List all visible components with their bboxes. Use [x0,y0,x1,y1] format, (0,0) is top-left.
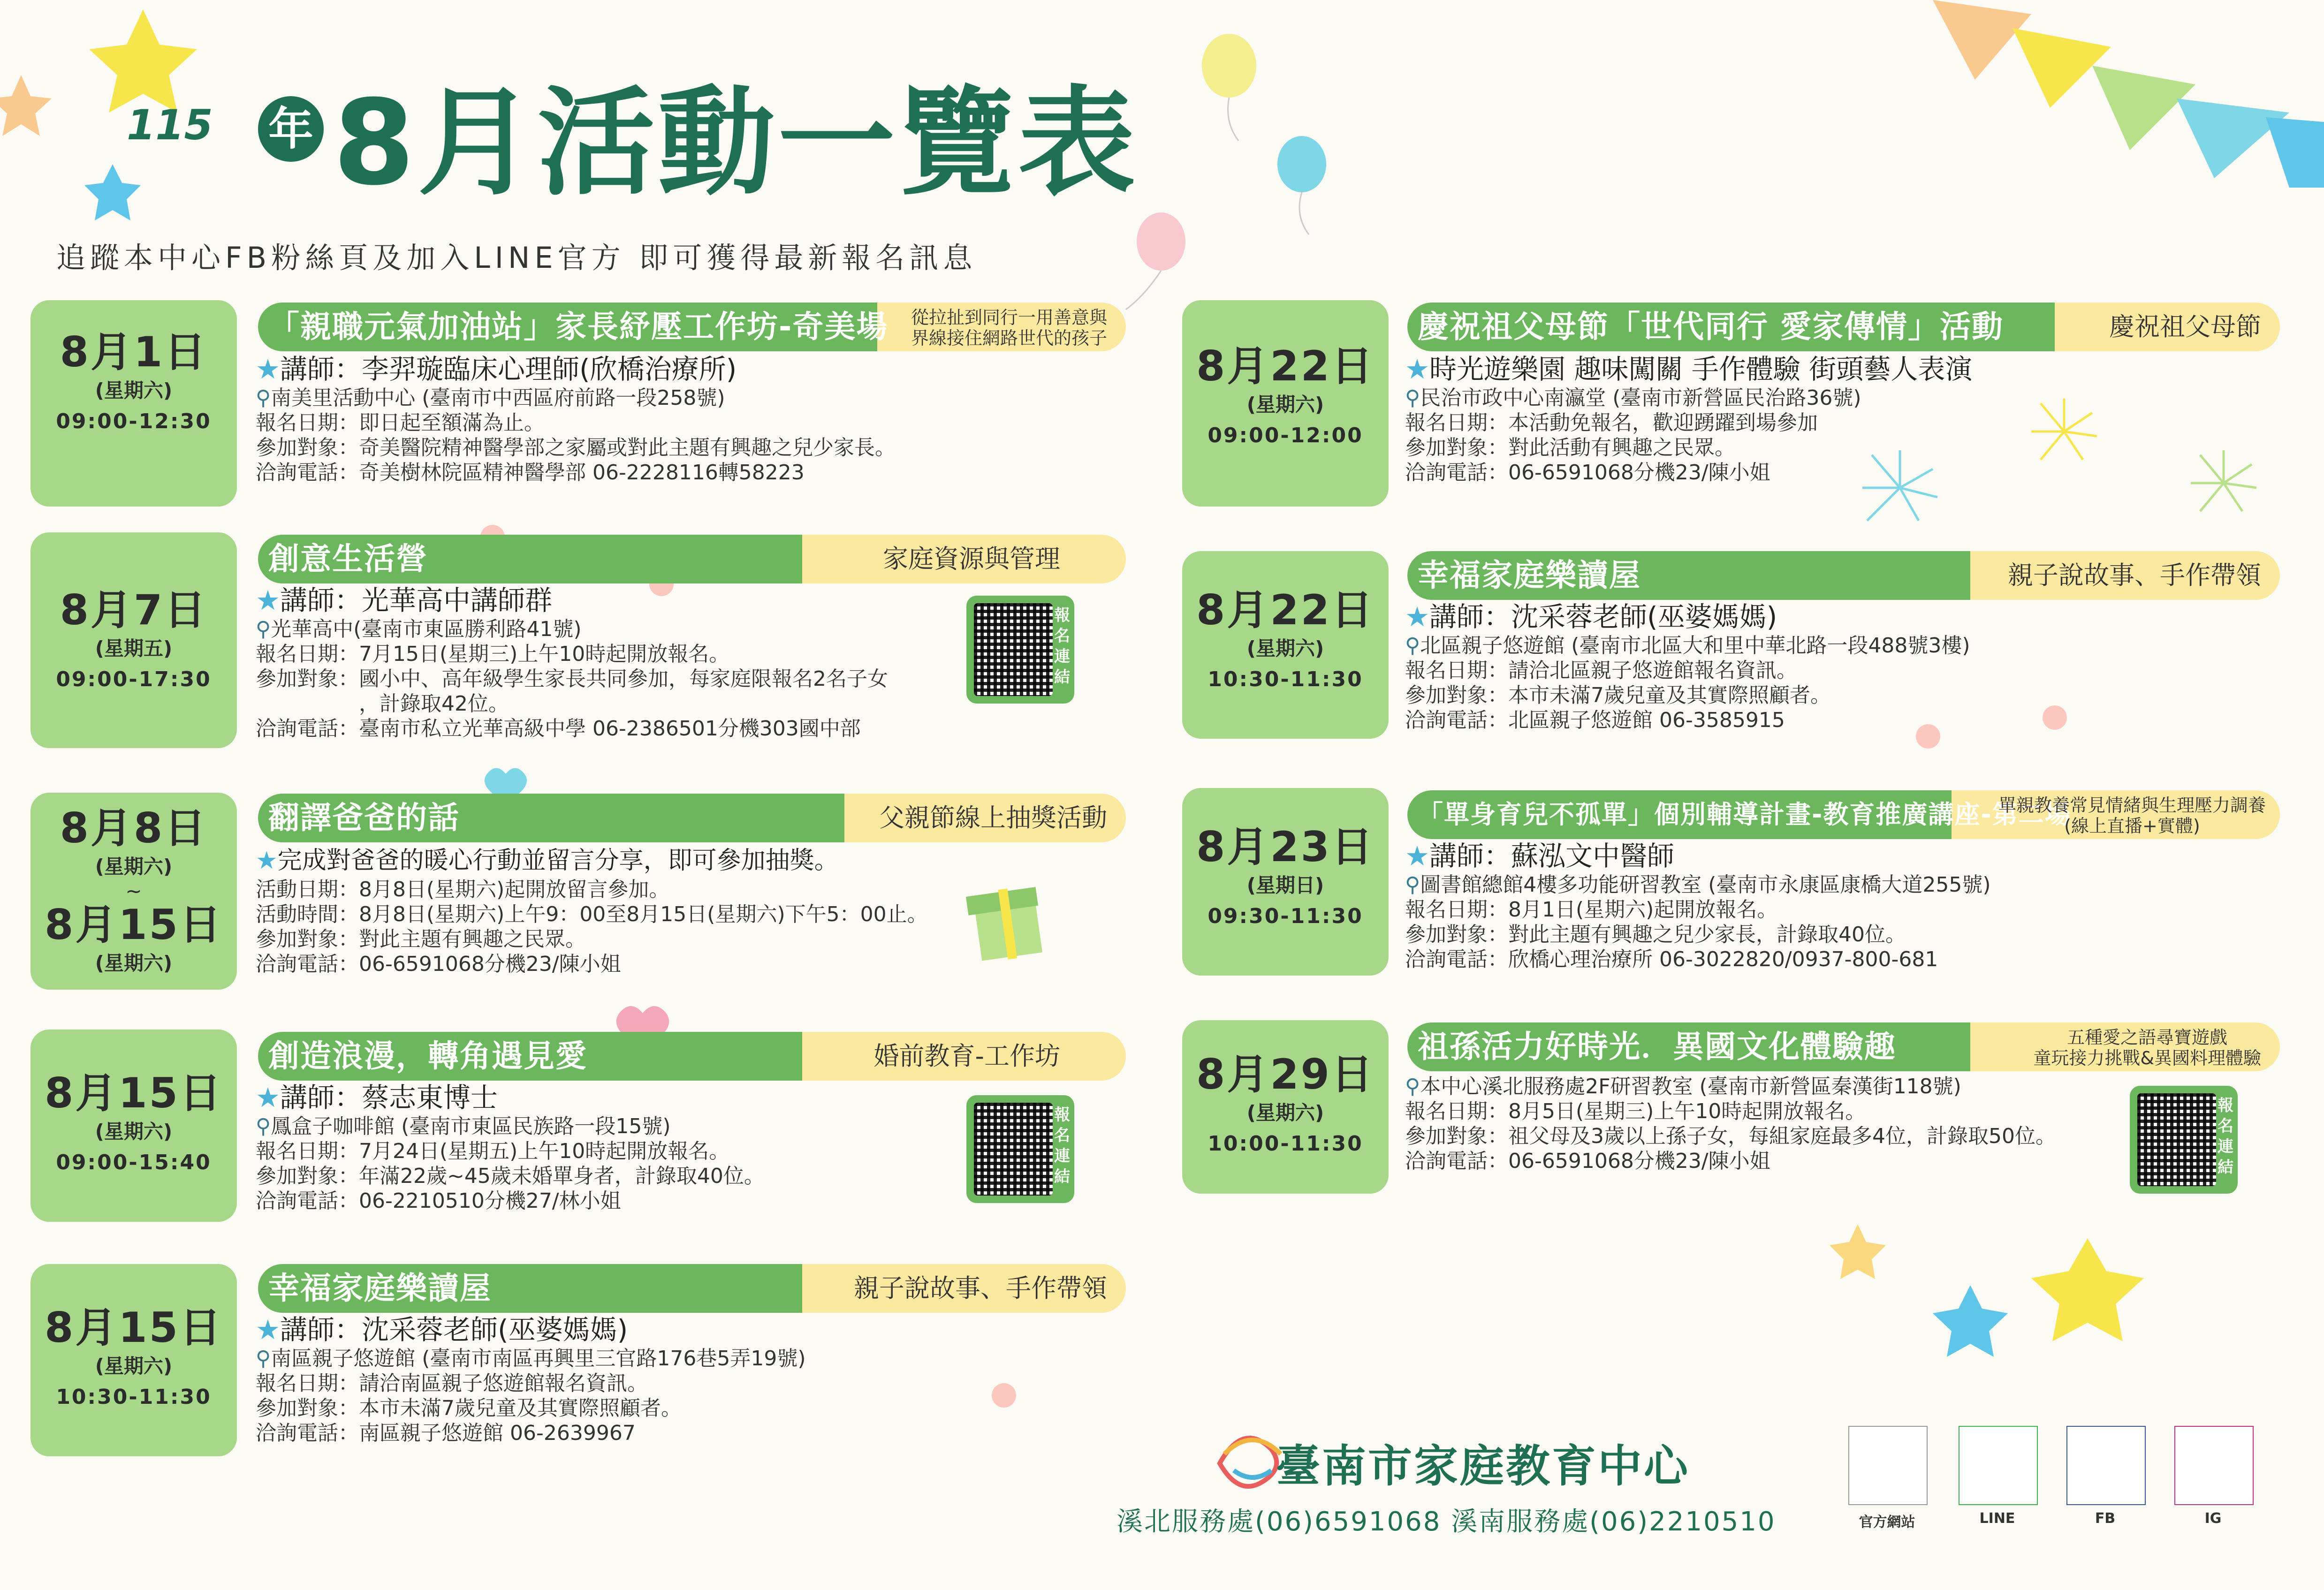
event-date-box [1182,300,1389,507]
event-line: 參加對象：本市未滿7歲兒童及其實際照顧者。 [256,1396,682,1420]
event-details [256,1313,806,1446]
event-time: 09:30-11:30 [1208,904,1363,929]
qr-code-icon [974,603,1053,696]
event-line: 報名日期：8月1日(星期六)起開放報名。 [1405,898,1778,922]
event-tag: 親子說故事、手作帶領 [2008,560,2261,590]
title-year-badge: 年 [258,96,324,162]
event-title-bar [258,303,1126,351]
bunting-flag [2177,98,2289,178]
event-date: 8月22日 [1196,342,1375,390]
event-details [1405,600,1970,733]
event-details [1405,840,1991,972]
balloon-decoration [1137,212,1185,271]
event-lead: 講師：沈采蓉老師(巫婆媽媽) [1429,601,1777,633]
event-location: 光華高中(臺南市東區勝利路41號) [271,617,582,641]
event-location: 鳳盒子咖啡館 (臺南市東區民族路一段15號) [271,1114,671,1138]
event-title: 幸福家庭樂讀屋 [268,1270,492,1306]
line-qr-code[interactable] [1959,1426,2038,1505]
location-pin-icon: ⚲ [1405,634,1420,658]
event-title: 祖孫活力好時光．異國文化體驗趣 [1418,1029,1896,1065]
event-line: ，計錄取42位。 [256,692,509,716]
event-lead: 講師：光華高中講師群 [280,584,553,616]
event-date-box [1182,1020,1389,1194]
event-date: 8月29日 [1196,1050,1375,1098]
event-lead: 講師：李羿璇臨床心理師(欣橋治療所) [280,353,737,385]
event-line: 報名日期：8月5日(星期三)上午10時起開放報名。 [1405,1099,1866,1123]
event-tag: 慶祝祖父母節 [2109,312,2261,341]
page-subtitle: 追蹤本中心FB粉絲頁及加入LINE官方 即可獲得最新報名訊息 [56,241,977,275]
star-icon: ★ [256,1082,280,1113]
event-details [256,1081,765,1213]
event-line: 報名日期：請洽南區親子悠遊館報名資訊。 [256,1371,648,1395]
event-line: 參加對象：國小中、高年級學生家長共同參加，每家庭限報名2名子女 [256,667,888,691]
qr-label: 官方網站 [1859,1514,1915,1530]
event-line: 參加對象：本市未滿7歲兒童及其實際照顧者。 [1405,683,1831,707]
event-title: 幸福家庭樂讀屋 [1418,557,1641,593]
event-time: 10:30-11:30 [56,1385,212,1409]
event-date-separator: ~ [125,879,142,903]
event-tag: 父親節線上抽獎活動 [879,803,1107,833]
event-tag: 單親教養常見情緒與生理壓力調養 (線上直播+實體) [1998,795,2266,836]
firework-decoration [2031,399,2097,460]
qr-label: IG [2204,1510,2222,1527]
balloon-decoration [1202,34,1256,98]
event-lead: 講師：蘇泓文中醫師 [1429,840,1675,872]
registration-qr-code[interactable] [2130,1086,2238,1194]
qr-label: 報名連結 [2218,1096,2233,1177]
qr-label: LINE [1979,1510,2015,1527]
location-pin-icon: ⚲ [256,386,271,410]
bunting-flag [1933,0,2031,80]
event-title-bar [258,535,1126,583]
star-icon: ★ [1405,601,1429,633]
star-icon: ★ [256,1314,280,1346]
location-pin-icon: ⚲ [1405,1075,1420,1098]
event-date-box [30,793,237,990]
event-date: 8月1日 [60,328,208,376]
event-date-box [30,532,237,748]
event-lead: 講師：沈采蓉老師(巫婆媽媽) [280,1314,628,1346]
event-lead: 時光遊樂園 趣味闖關 手作體驗 街頭藝人表演 [1429,353,1973,385]
event-line: 活動日期：8月8日(星期六)起開放留言參加。 [256,878,670,901]
event-line: 參加對象：對此主題有興趣之民眾。 [256,927,586,951]
event-line: 報名日期：本活動免報名，歡迎踴躍到場參加 [1405,411,1818,435]
event-tag: 五種愛之語尋寶遊戲 童玩接力挑戰&異國料理體驗 [2033,1027,2261,1068]
event-time: 09:00-17:30 [56,667,212,692]
bunting-flag [2266,117,2324,188]
event-title: 「親職元氣加油站」家長紓壓工作坊-奇美場 [268,309,889,345]
event-weekday: (星期六) [95,1355,173,1378]
event-line: 洽詢電話：06-6591068分機23/陳小姐 [1405,461,1770,485]
event-weekday: (星期六) [95,1120,173,1143]
event-tag: 從拉扯到同行一用善意與 界線接住網路世代的孩子 [911,307,1107,348]
event-tag: 親子說故事、手作帶領 [854,1273,1107,1303]
event-line: 洽詢電話：欣橋心理治療所 06-3022820/0937-800-681 [1405,947,1938,971]
event-time: 10:30-11:30 [1208,667,1363,692]
event-line: 洽詢電話：臺南市私立光華高級中學 06-2386501分機303國中部 [256,717,861,741]
location-pin-icon: ⚲ [256,1347,271,1370]
qr-label: FB [2095,1510,2116,1527]
event-line: 活動時間：8月8日(星期六)上午9：00至8月15日(星期六)下午5：00止。 [256,902,928,926]
firework-decoration [2191,450,2256,511]
event-location: 南區親子悠遊館 (臺南市南區再興里三官路176巷5弄19號) [271,1347,806,1370]
star-decoration [0,75,52,136]
event-title-bar [1407,790,2280,839]
location-pin-icon: ⚲ [256,1114,271,1138]
event-date-box [30,1030,237,1222]
event-date-box [1182,788,1389,976]
event-details [256,353,896,485]
event-line: 洽詢電話：奇美樹林院區精神醫學部 06-2228116轉58223 [256,461,805,485]
event-title: 慶祝祖父母節「世代同行 愛家傳情」活動 [1418,309,2004,345]
star-decoration [2031,1238,2144,1341]
event-line: 報名日期：7月24日(星期五)上午10時起開放報名。 [256,1139,730,1163]
star-icon: ★ [256,353,280,385]
event-location: 圖書館總館4樓多功能研習教室 (臺南市永康區康橋大道255號) [1420,873,1991,897]
event-line: 洽詢電話：南區親子悠遊館 06-2639967 [256,1421,636,1445]
event-title-bar [1407,303,2280,351]
organization-name: 臺南市家庭教育中心 [1276,1441,1690,1492]
registration-qr-code[interactable] [966,596,1074,704]
event-weekday: (星期六) [1246,393,1324,416]
event-location: 本中心溪北服務處2F研習教室 (臺南市新營區秦漢街118號) [1420,1075,1961,1098]
event-tag: 家庭資源與管理 [883,544,1060,574]
event-lead: 完成對爸爸的暖心行動並留言分享，即可參加抽獎。 [277,847,839,875]
event-location: 北區親子悠遊館 (臺南市北區大和里中華北路一段488號3樓) [1420,634,1970,658]
event-line: 報名日期：7月15日(星期三)上午10時起開放報名。 [256,642,730,666]
star-icon: ★ [256,584,280,616]
location-pin-icon: ⚲ [1405,386,1420,410]
event-line: 參加對象：奇美醫院精神醫學部之家屬或對此主題有興趣之兒少家長。 [256,436,896,460]
event-title-bar [258,1264,1126,1313]
event-line: 參加對象：祖父母及3歲以上孫子女，每組家庭最多4位，計錄取50位。 [1405,1124,2056,1148]
event-weekday: (星期六) [1246,1101,1324,1125]
event-line: 洽詢電話：06-6591068分機23/陳小姐 [1405,1149,1770,1173]
event-date-box [30,300,237,507]
event-title: 翻譯爸爸的話 [268,800,460,836]
event-date-box [1182,551,1389,739]
event-date: 8月23日 [1196,823,1375,871]
title-year: 115 [127,101,213,149]
event-time: 09:00-12:30 [56,409,212,434]
event-time: 09:00-15:40 [56,1151,212,1175]
event-title-bar [258,1032,1126,1081]
registration-qr-code[interactable] [966,1095,1074,1203]
page-title: 8月活動一覽表 [333,75,1138,211]
event-details [256,584,888,741]
qr-code-icon [2137,1093,2216,1186]
event-title-bar [258,794,1126,842]
event-details [1405,353,1972,485]
event-line: 參加對象：年滿22歲~45歲未婚單身者，計錄取40位。 [256,1164,765,1188]
event-weekday: (星期五) [95,637,173,660]
ig-qr-code[interactable] [2174,1426,2254,1505]
event-weekday: (星期六) [1246,637,1324,660]
event-title: 創造浪漫，轉角遇見愛 [268,1038,587,1074]
event-weekday: (星期六) [95,855,173,878]
star-icon: ★ [1405,353,1429,385]
event-weekday: (星期日) [1246,874,1324,897]
flower-decoration [2043,705,2067,730]
star-icon: ★ [1405,840,1429,872]
event-title-bar [1407,551,2280,600]
event-line: 洽詢電話：北區親子悠遊館 06-3585915 [1405,708,1785,732]
event-details [256,844,928,977]
event-date: 8月8日 [60,804,208,852]
event-date: 8月15日 [45,1069,223,1117]
qr-code-icon [974,1103,1053,1196]
event-line: 報名日期：請洽北區親子悠遊館報名資訊。 [1405,659,1797,682]
balloon-decoration [1277,136,1326,192]
event-date-box [30,1264,237,1456]
event-title: 創意生活營 [268,541,428,577]
location-pin-icon: ⚲ [1405,873,1420,897]
event-line: 參加對象：對此活動有興趣之民眾。 [1405,436,1735,460]
event-date-end: 8月15日 [45,901,223,949]
website-qr-code[interactable] [1848,1426,1928,1505]
event-date: 8月7日 [60,586,208,634]
event-line: 參加對象：對此主題有興趣之兒少家長，計錄取40位。 [1405,923,1906,946]
flower-decoration [992,1383,1016,1408]
service-phones: 溪北服務處(06)6591068 溪南服務處(06)2210510 [1116,1507,1776,1537]
fb-qr-code[interactable] [2066,1426,2146,1505]
event-location: 民治市政中心南瀛堂 (臺南市新營區民治路36號) [1420,386,1861,410]
event-location: 南美里活動中心 (臺南市中西區府前路一段258號) [271,386,725,410]
bunting-flag [2092,66,2195,150]
qr-label: 報名連結 [1054,606,1070,687]
star-decoration [1830,1224,1886,1279]
event-title: 「單身育兒不孤單」個別輔導計畫-教育推廣講座-第二場 [1418,800,2071,829]
event-details [1405,1074,2056,1174]
event-date: 8月15日 [45,1303,223,1352]
event-line: 洽詢電話：06-6591068分機23/陳小姐 [256,952,621,976]
event-time: 10:00-11:30 [1208,1132,1363,1156]
star-icon: ★ [256,847,278,875]
event-line: 洽詢電話：06-2210510分機27/林小姐 [256,1189,621,1213]
event-line: 報名日期：即日起至額滿為止。 [256,411,545,435]
star-decoration [89,9,197,113]
event-tag: 婚前教育-工作坊 [873,1041,1060,1071]
qr-label: 報名連結 [1054,1105,1070,1186]
event-lead: 講師：蔡志東博士 [280,1082,498,1113]
event-time: 09:00-12:00 [1208,424,1363,448]
star-decoration [84,164,141,220]
event-date: 8月22日 [1196,586,1375,634]
event-weekday: (星期六) [95,379,173,402]
event-title-bar [1407,1022,2280,1071]
star-decoration [1933,1285,2008,1357]
event-weekday-end: (星期六) [95,952,173,975]
location-pin-icon: ⚲ [256,617,271,641]
